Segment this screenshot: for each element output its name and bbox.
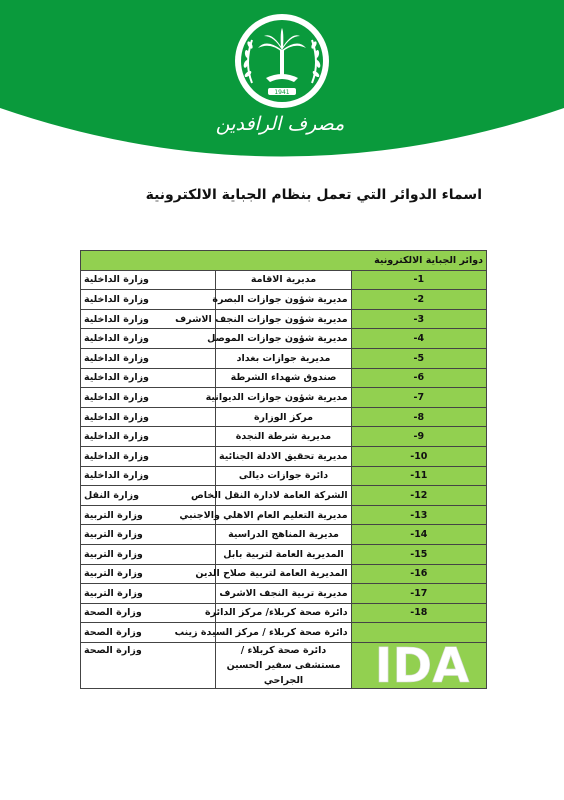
logo-year: 1941	[274, 89, 290, 96]
ministry-name: وزارة النقل	[81, 486, 216, 506]
ministry-name: وزارة الصحة	[81, 603, 216, 623]
row-number: 4-	[351, 329, 486, 349]
table-row	[81, 603, 487, 623]
row-number: 8-	[351, 407, 486, 427]
table-row	[81, 446, 487, 466]
ministry-name: وزارة الداخلية	[81, 466, 216, 486]
ministry-name: وزارة التربية	[81, 564, 216, 584]
ministry-name: وزارة الداخلية	[81, 290, 216, 310]
department-name: مديرية شرطة النجدة	[216, 427, 351, 447]
table-header-row	[81, 251, 487, 271]
row-number: 2-	[351, 290, 486, 310]
department-name: صندوق شهداء الشرطة	[216, 368, 351, 388]
table-row	[81, 290, 487, 310]
department-name: المديرية العامة لتربية بابل	[216, 544, 351, 564]
table-row	[81, 564, 487, 584]
ministry-name: وزارة التربية	[81, 505, 216, 525]
row-number: 10-	[351, 446, 486, 466]
table-row	[81, 466, 487, 486]
table-row	[81, 407, 487, 427]
bank-logo	[222, 8, 342, 118]
ministry-name: وزارة الداخلية	[81, 270, 216, 290]
watermark-logo	[355, 638, 490, 694]
ministry-name: وزارة الداخلية	[81, 348, 216, 368]
department-name: مديرية تحقيق الادلة الجنائية	[216, 446, 351, 466]
row-number: 16-	[351, 564, 486, 584]
ministry-name: وزارة الصحة	[81, 642, 216, 688]
ministry-name: وزارة التربية	[81, 584, 216, 604]
ministry-name: وزارة الداخلية	[81, 309, 216, 329]
svg-text:IDA: IDA	[374, 638, 470, 694]
department-name: مديرية جوازات بغداد	[216, 348, 351, 368]
table-row	[81, 368, 487, 388]
department-name: مديرية المناهج الدراسية	[216, 525, 351, 545]
ministry-name: وزارة الصحة	[81, 623, 216, 643]
palm-tree-emblem-icon	[222, 8, 342, 118]
ministry-name: وزارة التربية	[81, 544, 216, 564]
department-name: دائرة صحة كربلاء / مركز السيدة زينب	[216, 623, 351, 643]
department-name: الشركة العامة لادارة النقل الخاص	[216, 486, 351, 506]
department-name: مديرية شؤون جوازات البصرة	[216, 290, 351, 310]
department-name: مديرية شؤون جوازات الديوانية	[216, 388, 351, 408]
table-row	[81, 486, 487, 506]
document-title: اسماء الدوائر التي تعمل بنظام الجباية الالكترونية	[145, 187, 482, 203]
ministry-name: وزارة الداخلية	[81, 388, 216, 408]
row-number: 17-	[351, 584, 486, 604]
department-name: دائرة جوازات ديالى	[216, 466, 351, 486]
table-body	[81, 270, 487, 688]
table-row	[81, 525, 487, 545]
department-name: مركز الوزارة	[216, 407, 351, 427]
table-row	[81, 309, 487, 329]
row-number: 11-	[351, 466, 486, 486]
department-name: مديرية الاقامة	[216, 270, 351, 290]
department-name: المديرية العامة لتربية صلاح الدين	[216, 564, 351, 584]
ministry-name: وزارة الداخلية	[81, 329, 216, 349]
row-number: 5-	[351, 348, 486, 368]
row-number: 15-	[351, 544, 486, 564]
row-number: 6-	[351, 368, 486, 388]
ministry-name: وزارة الداخلية	[81, 427, 216, 447]
collection-departments-table	[80, 250, 487, 689]
row-number: 18-	[351, 603, 486, 623]
row-number: 12-	[351, 486, 486, 506]
table-row	[81, 544, 487, 564]
row-number: 9-	[351, 427, 486, 447]
table-row	[81, 505, 487, 525]
row-number: 14-	[351, 525, 486, 545]
ministry-name: وزارة الداخلية	[81, 446, 216, 466]
department-name: دائرة صحة كربلاء/ مركز الدائرة	[216, 603, 351, 623]
department-name: مديرية شؤون جوازات الموصل	[216, 329, 351, 349]
row-number: 1-	[351, 270, 486, 290]
bank-name-script: مصرف الرافدين	[215, 113, 345, 135]
table-row	[81, 329, 487, 349]
department-name: دائرة صحة كربلاء /مستشفى سفير الحسين الجراحي	[216, 642, 351, 688]
department-name: مديرية شؤون جوازات النجف الاشرف	[216, 309, 351, 329]
table-header: دوائر الجباية الالكترونية	[81, 251, 487, 271]
table-row	[81, 584, 487, 604]
department-name: مديرية تربية النجف الاشرف	[216, 584, 351, 604]
ministry-name: وزارة الداخلية	[81, 368, 216, 388]
table-row	[81, 270, 487, 290]
row-number: 13-	[351, 505, 486, 525]
table-row	[81, 427, 487, 447]
ministry-name: وزارة التربية	[81, 525, 216, 545]
row-number: 3-	[351, 309, 486, 329]
table-row	[81, 348, 487, 368]
ministry-name: وزارة الداخلية	[81, 407, 216, 427]
row-number: 7-	[351, 388, 486, 408]
table-row	[81, 388, 487, 408]
department-name: مديرية التعليم العام الاهلي والاجنبي	[216, 505, 351, 525]
